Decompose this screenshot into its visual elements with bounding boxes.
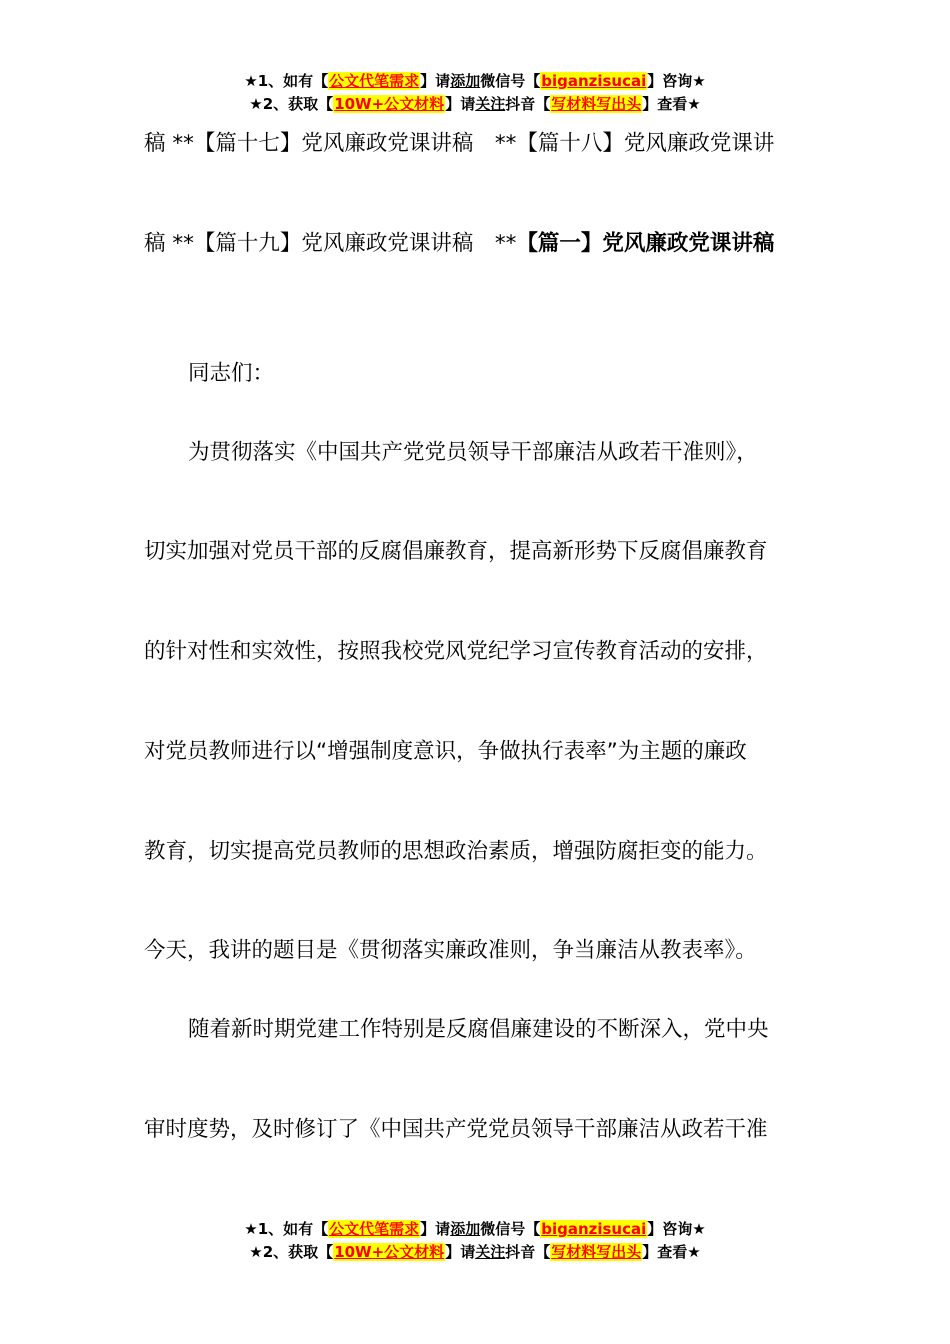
paragraph-line: 的针对性和实效性，按照我校党风党纪学习宣传教育活动的安排， <box>144 639 768 664</box>
ad-highlight: 10W+公文材料 <box>334 95 445 113</box>
footer-banner <box>0 1218 950 1264</box>
footer-line-1: ★1、如有【公文代笔需求】请添加微信号【biganzisucai】咨询★ <box>244 1220 706 1238</box>
paragraph-line: 切实加强对党员干部的反腐倡廉教育，提高新形势下反腐倡廉教育 <box>144 539 768 564</box>
header-line-1: ★1、如有【公文代笔需求】请添加微信号【biganzisucai】咨询★ <box>244 72 706 90</box>
ad-highlight: 公文代笔需求 <box>329 1220 420 1238</box>
paragraph-line: 随着新时期党建工作特别是反腐倡廉建设的不断深入，党中央 <box>188 1017 769 1042</box>
toc-line-2: 稿 **【篇十九】党风廉政党课讲稿 **【篇一】党风廉政党课讲稿 <box>144 231 775 256</box>
footer-line-2: ★2、获取【10W+公文材料】请关注抖音【写材料写出头】查看★ <box>249 1243 701 1261</box>
salutation: 同志们： <box>188 361 275 386</box>
header-banner <box>0 70 950 116</box>
paragraph-line: 对党员教师进行以“增强制度意识，争做执行表率”为主题的廉政 <box>144 739 747 764</box>
douyin-name: 写材料写出头 <box>551 95 642 113</box>
ad-highlight: 公文代笔需求 <box>329 72 420 90</box>
header-line-2: ★2、获取【10W+公文材料】请关注抖音【写材料写出头】查看★ <box>249 95 701 113</box>
douyin-name: 写材料写出头 <box>551 1243 642 1261</box>
toc-line-1: 稿 **【篇十七】党风廉政党课讲稿 **【篇十八】党风廉政党课讲 <box>144 131 775 156</box>
paragraph-line: 教育，切实提高党员教师的思想政治素质，增强防腐拒变的能力。 <box>144 839 768 864</box>
ad-highlight: 10W+公文材料 <box>334 1243 445 1261</box>
paragraph-line: 为贯彻落实《中国共产党党员领导干部廉洁从政若干准则》， <box>188 440 758 465</box>
wechat-id: biganzisucai <box>541 1220 647 1238</box>
section-title: 【篇一】党风廉政党课讲稿 <box>516 231 775 256</box>
paragraph-line: 审时度势，及时修订了《中国共产党党员领导干部廉洁从政若干准 <box>144 1117 768 1142</box>
wechat-id: biganzisucai <box>541 72 647 90</box>
paragraph-line: 今天，我讲的题目是《贯彻落实廉政准则，争当廉洁从教表率》。 <box>144 938 757 963</box>
